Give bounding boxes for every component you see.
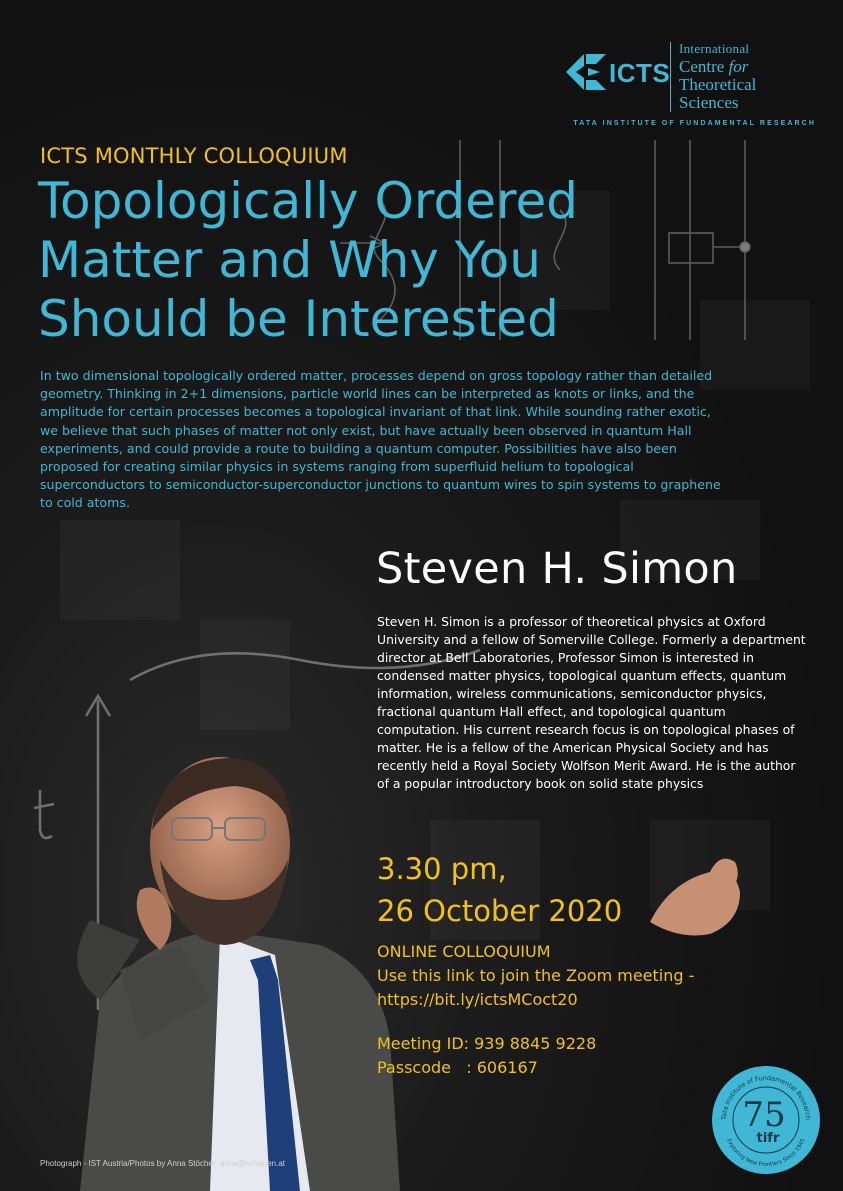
title-line: Topologically Ordered (38, 172, 578, 230)
series-label: ICTS MONTHLY COLLOQUIUM (40, 144, 348, 168)
meeting-passcode: Passcode : 606167 (377, 1058, 538, 1077)
online-info (377, 940, 694, 1012)
abstract-text: In two dimensional topologically ordered matter, processes depend on gross topology rather than detailed geometry. Thinking in 2+1 dimensions, particle world lines can be interpreted as knots or links, and the amplitude for certain processes becomes a topological invariant of that link. While sounding rather exotic, we believe that such phases of matter not only exist, but have actually been observed in quantum Hall experiments, and could provide a route to building a quantum computer. Possibilities have also been proposed for creating similar physics in systems ranging from superfluid helium to topological superconductors to semiconductor-superconductor junctions to quantum wires to spin systems to graphene to cold atoms. (40, 368, 721, 511)
icts-mark-icon (566, 54, 606, 90)
icts-logo (566, 40, 816, 132)
seal-ring-text-bottom: Exploring New Frontiers Since 1945 (725, 1138, 807, 1169)
logo-name-line3: Theoretical (679, 75, 757, 94)
zoom-link[interactable]: https://bit.ly/ictsMCoct20 (377, 990, 578, 1009)
event-time: 3.30 pm, (377, 852, 507, 886)
logo-name-line2 (679, 58, 756, 76)
event-datetime (377, 848, 622, 932)
speaker-name: Steven H. Simon (376, 544, 738, 594)
logo-abbrev: ICTS (609, 58, 671, 88)
logo-name-line1: International (679, 41, 750, 56)
logo-divider (670, 42, 671, 112)
title-line: Should be Interested (38, 290, 559, 348)
speaker-hand (640, 852, 750, 942)
seal-ring-text: Tata Institute of Fundamental Research (719, 1073, 813, 1121)
event-date: 26 October 2020 (377, 894, 623, 928)
meeting-id: Meeting ID: 939 8845 9228 (377, 1034, 597, 1053)
logo-fullname (679, 40, 756, 112)
tifr-75-seal (710, 1064, 822, 1176)
meeting-details (377, 1032, 596, 1080)
logo-centre: Centre (679, 57, 725, 76)
logo-name-line4: Sciences (679, 93, 739, 112)
logo-subline: TATA INSTITUTE OF FUNDAMENTAL RESEARCH (573, 120, 816, 127)
seal-abbrev: tifr (756, 1131, 780, 1146)
title-line: Matter and Why You (38, 231, 541, 289)
talk-title (38, 172, 658, 349)
online-label: ONLINE COLLOQUIUM (377, 942, 551, 961)
zoom-instructions: Use this link to join the Zoom meeting - (377, 966, 695, 985)
seal-number: 75 (742, 1095, 786, 1135)
photo-credit: Photograph - IST Austria/Photos by Anna Stöcher anna@schquen.at (40, 1159, 286, 1168)
logo-for: for (728, 57, 749, 76)
speaker-bio: Steven H. Simon is a professor of theoretical physics at Oxford University and a fellow of Somerville College. Formerly a department director at Bell Laboratories, Professor Simon is interested in condensed matter physics, topological quantum effects, quantum information, wireless communications, semiconductor physics, fractional quantum Hall effect, and topological quantum computation. His current research focus is on topological phases of matter. He is a fellow of the American Physical Society and has recently held a Royal Society Wolfson Merit Award. He is the author of a popular introductory book on solid state physics (377, 614, 806, 791)
